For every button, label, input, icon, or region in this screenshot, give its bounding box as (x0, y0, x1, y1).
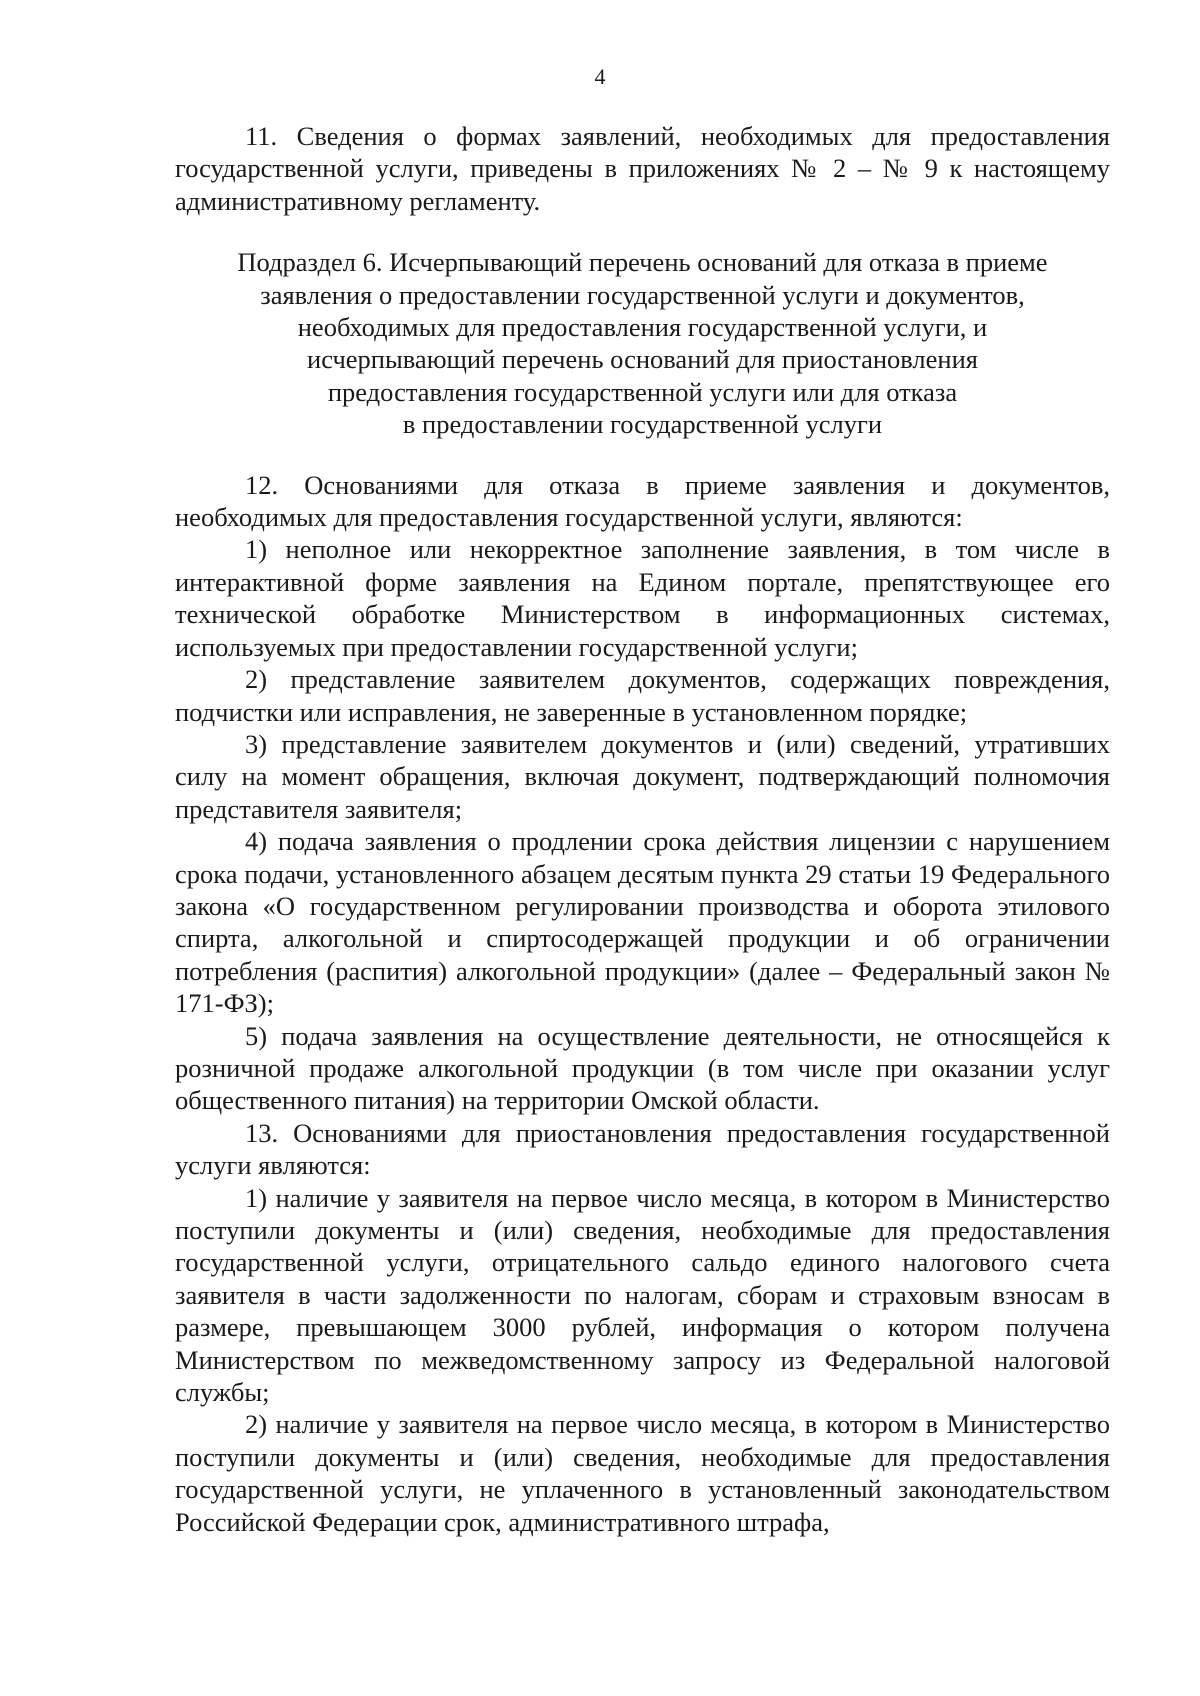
paragraph-12: 12. Основаниями для отказа в приеме заявления и документов, необходимых для предоставления государственной услуги, являются: (175, 469, 1110, 533)
paragraph-12-item-1: 1) неполное или некорректное заполнение заявления, в том числе в интерактивной форме заявления на Едином портале, препятствующее его технической обработке Министерством в информационных системах, используемых при предоставлении государственной услуги; (175, 534, 1110, 662)
paragraph-12-item-4: 4) подача заявления о продлении срока действия лицензии с нарушением срока подачи, установленного абзацем десятым пункта 29 статьи 19 Федерального закона «О государственном регулировании производства и оборота этилового спирта, алкогольной и спиртосодержащей продукции и об ограничении потребления (распития) алкогольной продукции» (далее – Федеральный закон № 171-ФЗ); (175, 826, 1110, 1019)
paragraph-13-item-2: 2) наличие у заявителя на первое число месяца, в котором в Министерство поступили документы и (или) сведения, необходимые для предоставления государственной услуги, не уплаченного в установленный законодательством Российской Федерации срок, административного штрафа, (175, 1409, 1110, 1537)
paragraph-13-item-1: 1) наличие у заявителя на первое число месяца, в котором в Министерство поступили документы и (или) сведения, необходимые для предоставления государственной услуги, отрицательного сальдо единого налогового счета заявителя в части задолженности по налогам, сборам и страховым взносам в размере, превышающем 3000 рублей, информация о котором получена Министерством по межведомственному запросу из Федеральной налоговой службы; (175, 1182, 1110, 1408)
paragraph-12-item-5: 5) подача заявления на осуществление деятельности, не относящейся к розничной продаже алкогольной продукции (в том числе при оказании услуг общественного питания) на территории Омской области. (175, 1020, 1110, 1116)
subsection-heading: Подраздел 6. Исчерпывающий перечень оснований для отказа в приеме заявления о предоставлении государственной услуги и документов, необходимых для предоставления государственной услуги, и исчерпывающий перечень оснований для приостановления предоставления государственной услуги или для отказа в предоставлении государственной услуги (237, 247, 1048, 440)
paragraph-11: 11. Сведения о формах заявлений, необходимых для предоставления государственной услуги, приведены в приложениях № 2 – № 9 к настоящему административному регламенту. (175, 121, 1110, 216)
paragraph-12-item-2: 2) представление заявителем документов, содержащих повреждения, подчистки или исправления, не заверенные в установленном порядке; (175, 664, 1110, 727)
spacer (175, 217, 1110, 246)
page-number: 4 (594, 64, 606, 89)
spacer (175, 441, 1110, 469)
document-body (175, 120, 1110, 1538)
paragraph-12-item-3: 3) представление заявителем документов и (или) сведений, утративших силу на момент обращения, включая документ, подтверждающий полномочия представителя заявителя; (175, 728, 1110, 824)
paragraph-13: 13. Основаниями для приостановления предоставления государственной услуги являются: (175, 1117, 1110, 1181)
